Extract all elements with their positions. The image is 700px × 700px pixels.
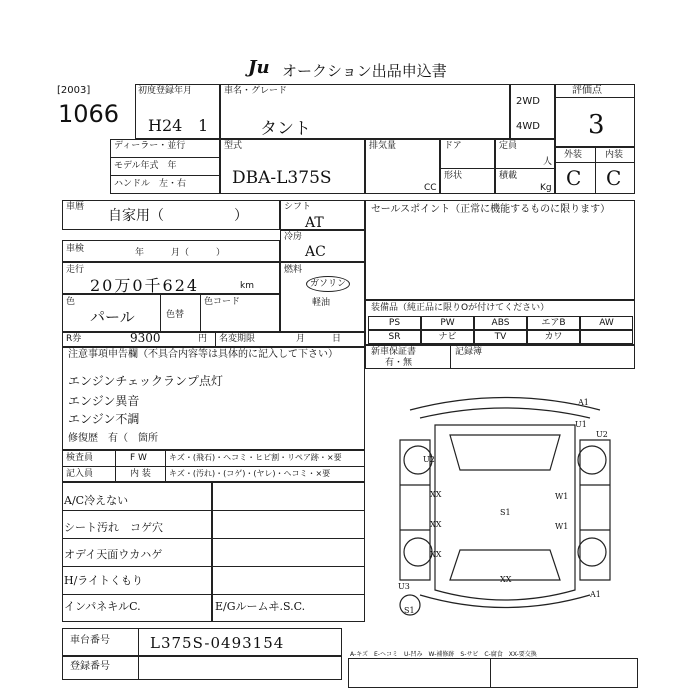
note-1: エンジンチェックランプ点灯 [68, 374, 224, 388]
recycle-value: 9300 [130, 331, 161, 345]
repair-label: 修復歴 有（ 箇所 [68, 433, 158, 444]
score-label: 評価点 [572, 85, 602, 96]
car-diagram [380, 380, 630, 620]
mark-xx-1: XX [430, 490, 442, 499]
year-code: [2003] [57, 85, 91, 96]
manual-label: 新車保証書 [371, 347, 417, 357]
cc-unit: CC [424, 183, 437, 193]
record-label: 記録簿 [455, 347, 483, 357]
exterior-value: C [566, 166, 582, 190]
mark-u1: U1 [575, 420, 587, 429]
mark-s1-spare: S1 [404, 606, 415, 615]
chassis-label: 車台番号 [70, 635, 110, 646]
mark-u3: U3 [398, 582, 410, 591]
interior-label: 内装 [605, 150, 624, 160]
shift-value: AT [305, 215, 324, 231]
model-year-label: モデル年式 年 [114, 161, 177, 171]
score-value: 3 [588, 110, 605, 140]
shape-label: 形状 [444, 171, 463, 181]
drive-4wd: 4WD [516, 121, 540, 132]
mark-w1-1: W1 [555, 492, 569, 501]
person-unit: 人 [543, 157, 553, 167]
equip-pw: PW [421, 316, 474, 330]
mark-a1-top: A1 [578, 398, 589, 407]
mark-w1-2: W1 [555, 522, 569, 531]
mid-note: E/Gルームヰ.S.C. [215, 600, 306, 613]
inspector-label: 検査員 [66, 453, 94, 463]
first-reg-era: H24 [148, 116, 183, 135]
equip-navi: ナビ [421, 330, 474, 344]
first-reg-month: 1 [198, 116, 209, 135]
chassis-value: L375S-0493154 [150, 634, 285, 652]
equip-ps: PS [368, 316, 421, 330]
equip-leather: カワ [527, 330, 580, 344]
first-reg-label: 初度登録年月 [138, 86, 193, 96]
type-label: 型式 [224, 141, 243, 151]
name-change-label: 名変期限 [219, 334, 256, 344]
mileage-value: 20万0千624 [90, 276, 200, 295]
interior-value: C [606, 166, 622, 190]
yen-unit: 円 [198, 334, 208, 344]
mark-a1-rear: A1 [590, 590, 601, 599]
color-exchange-label: 色替 [166, 310, 185, 320]
km-unit: km [240, 281, 254, 291]
displacement-label: 排気量 [369, 141, 397, 151]
equip-abs: ABS [474, 316, 527, 330]
fuel-label: 燃料 [284, 265, 303, 275]
inspector-note-5: インパネキルC. [64, 600, 141, 613]
equip-airbag: エアB [527, 316, 580, 330]
door-label: ドア [444, 141, 462, 151]
defects-row1: キズ・(飛石)・ヘコミ・ヒビ割・リペア跡・×要 [169, 453, 342, 462]
damage-legend: A-キズ E-ヘコミ U-凹み W-補修跡 S-サビ C-腐食 XX-要交換 [350, 651, 537, 658]
handle-label: ハンドル 左・右 [114, 179, 187, 189]
name-change-units: 月 日 [296, 334, 342, 344]
equipment-label: 装備品（純正品に限りOが付けてください） [371, 303, 550, 313]
lot-number: 1066 [58, 100, 120, 128]
equip-sr: SR [368, 330, 421, 344]
ac-label: 冷房 [284, 232, 303, 242]
mark-u2-top: U2 [596, 430, 608, 439]
sales-point-label: セールスポイント（正常に機能するものに限ります） [371, 204, 611, 215]
capacity-label: 定員 [499, 141, 518, 151]
color-code-label: 色コード [204, 297, 241, 307]
load-label: 積載 [499, 171, 518, 181]
manual-value: 有・無 [385, 358, 413, 368]
drive-2wd: 2WD [516, 96, 540, 107]
inspector-note-3: オデイ天面ウカハゲ [64, 548, 163, 561]
dealer-label: ディーラー・並行 [114, 141, 186, 151]
equip-aw: AW [580, 316, 633, 330]
fuel-gasoline: ガソリン [306, 276, 350, 292]
reg-label: 登録番号 [70, 661, 110, 672]
mark-xx-2: XX [430, 520, 442, 529]
note-3: エンジン不調 [68, 412, 140, 426]
inspector-note-2: シート汚れ コゲ穴 [64, 521, 163, 534]
type-value: DBA-L375S [232, 168, 332, 188]
inspector-note-4: H/ライトくもり [64, 574, 143, 587]
sales-point-box [365, 200, 635, 300]
fw-label: F W [130, 453, 147, 463]
shaken-units: 年 月（ ） [135, 248, 226, 258]
mark-u2-left: U2 [423, 455, 435, 464]
notes-header: 注意事項申告欄（不具合内容等は具体的に記入して下さい） [68, 349, 338, 360]
mark-s1-center: S1 [500, 508, 511, 517]
recycle-label: R券 [66, 334, 82, 344]
color-value: パール [90, 308, 135, 326]
logo: Ju [248, 57, 270, 78]
shift-label: シフト [284, 202, 312, 212]
entry-label: 記入員 [66, 469, 94, 479]
fuel-diesel: 軽油 [312, 298, 331, 308]
history-label: 車暦 [66, 202, 85, 212]
history-value: 自家用（ ） [108, 208, 248, 224]
color-label: 色 [66, 297, 76, 307]
mark-xx-rear: XX [500, 575, 512, 584]
equip-tv: TV [474, 330, 527, 344]
mark-xx-3: XX [430, 550, 442, 559]
kg-unit: Kg [540, 183, 552, 193]
equip-empty [580, 330, 633, 344]
interior-row-label: 内 装 [130, 469, 151, 479]
exterior-label: 外装 [564, 150, 583, 160]
shaken-label: 車検 [66, 244, 85, 254]
car-name-label: 車名・グレード [224, 86, 288, 96]
note-2: エンジン異音 [68, 394, 140, 408]
inspector-note-1: A/C冷えない [64, 494, 129, 507]
stamp-box [348, 658, 638, 688]
ac-value: AC [305, 244, 326, 260]
mileage-label: 走行 [66, 265, 85, 275]
car-name-value: タント [260, 119, 311, 139]
defects-row2: キズ・(汚れ)・(コゲ)・(ヤレ)・ヘコミ・×要 [169, 469, 331, 478]
form-title: オークション出品申込書 [282, 62, 447, 80]
